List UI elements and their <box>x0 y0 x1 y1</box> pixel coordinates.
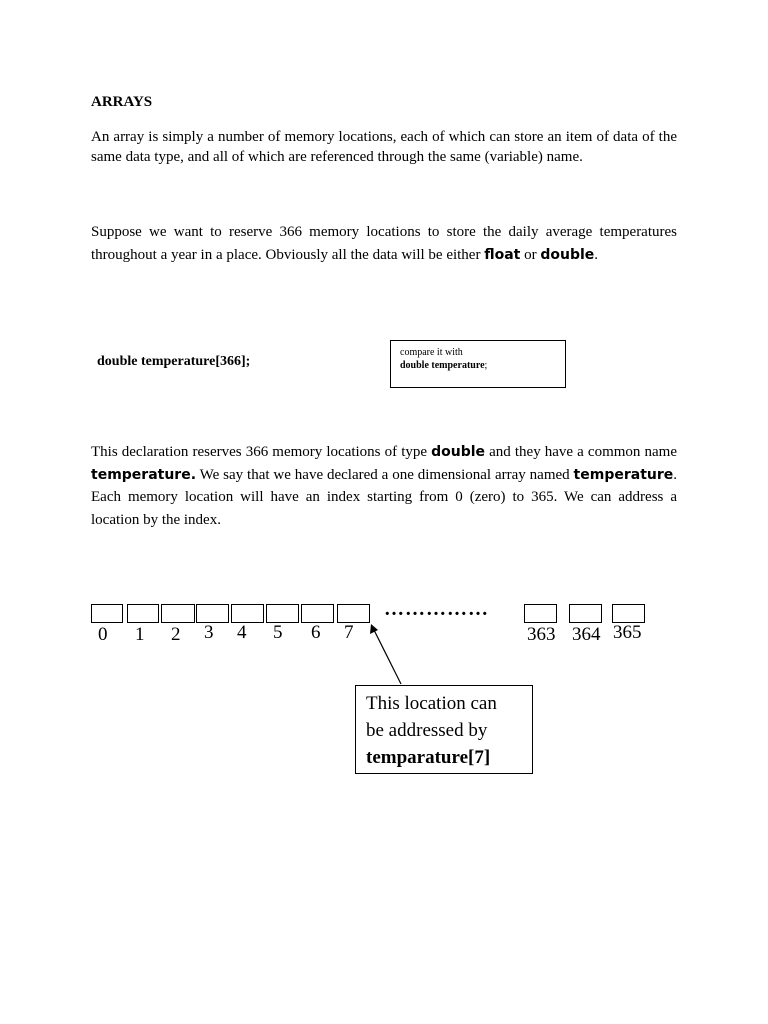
intro-paragraph: An array is simply a number of memory locations, each of which can store an item of data of the same data type, and all of which are referenced through the same (variable) name. <box>91 129 677 165</box>
index-label: 0 <box>98 624 108 645</box>
keyword-double: double <box>540 246 595 263</box>
text: . <box>594 246 599 263</box>
keyword-float: float <box>484 246 521 263</box>
keyword-temperature: temperature <box>573 466 674 483</box>
index-label: 1 <box>135 624 145 645</box>
text: We say that we have declared a one dimensional array named <box>196 466 574 483</box>
keyword-double: double <box>431 444 486 460</box>
compare-label: compare it with <box>400 347 463 358</box>
callout-code: temparature[7] <box>366 747 491 768</box>
index-label: 365 <box>613 622 642 643</box>
text: . Each memory location will have an index starting from 0 (zero) to 365. We can address a location by the index. <box>91 466 677 528</box>
section-heading: ARRAYS <box>91 94 153 110</box>
text: Suppose we want to reserve 366 memory locations to store the daily average temperatures throughout a year in a place. Obviously all the data will be either <box>91 224 677 263</box>
keyword-temperature: temperature. <box>91 466 197 483</box>
compare-code: double temperature <box>400 360 485 371</box>
index-label: 3 <box>204 622 214 643</box>
index-label: 364 <box>572 624 601 645</box>
callout-line-2: be addressed by <box>366 720 488 741</box>
text: and they have a common name <box>485 444 677 460</box>
index-label: 5 <box>273 622 283 643</box>
index-label: 363 <box>527 624 556 645</box>
text: or <box>520 246 541 263</box>
callout-line-1: This location can <box>366 693 497 714</box>
array-declaration: double temperature[366]; <box>97 354 251 369</box>
ellipsis: …………… <box>384 598 489 620</box>
index-label: 7 <box>344 622 354 643</box>
index-label: 4 <box>237 622 247 643</box>
text: This declaration reserves 366 memory locations of type <box>91 444 432 460</box>
index-label: 6 <box>311 622 321 643</box>
callout-box <box>355 685 533 774</box>
semicolon: ; <box>484 360 488 371</box>
index-label: 2 <box>171 624 181 645</box>
